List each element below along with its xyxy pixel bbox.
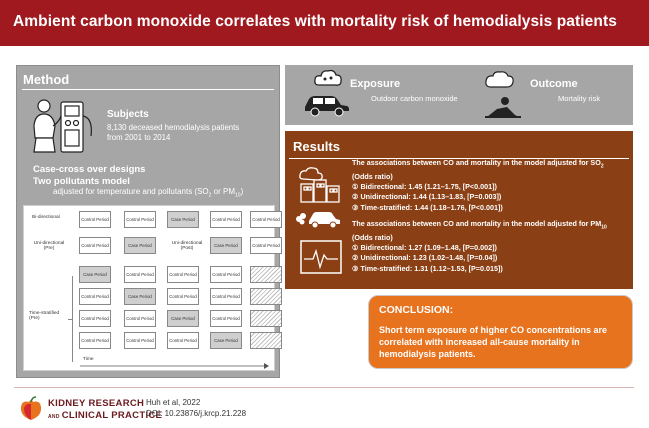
citation-authors: Huh et al, 2022 <box>146 398 201 407</box>
subjects-line1: 8,130 deceased hemodialysis patients <box>107 122 240 132</box>
label-unidirectional-post: Uni-directional (Post) <box>171 241 203 251</box>
label-time-stratified: Time-stratified (Pre) <box>29 311 60 321</box>
time-arrow <box>80 363 270 369</box>
cell-control: Control Period <box>79 211 111 228</box>
subjects-line2: from 2001 to 2014 <box>107 133 171 142</box>
cell-control: Control Period <box>250 211 282 228</box>
cell-excluded <box>250 266 282 283</box>
results-pm10-block <box>352 219 607 274</box>
conclusion-title: CONCLUSION: <box>379 304 454 316</box>
pm10-subheading: (Odds ratio) <box>352 232 393 242</box>
cell-control: Control Period <box>210 310 242 327</box>
subjects-block <box>107 110 239 144</box>
cell-control: Control Period <box>124 332 156 349</box>
method-panel <box>16 65 280 378</box>
cell-control: Control Period <box>79 237 111 254</box>
label-unidirectional-pre: Uni-directional (Pre) <box>33 241 65 251</box>
journal-name-line1: KIDNEY RESEARCH <box>48 398 145 409</box>
buildings-icon <box>297 166 343 204</box>
cell-control: Control Period <box>210 211 242 228</box>
pm10-result-unidirectional: ② Unidirectional: 1.23 (1.02–1.48, [P=0.04]) <box>352 253 498 263</box>
car-exhaust-icon <box>295 207 343 229</box>
cell-excluded <box>250 310 282 327</box>
cell-case: Case Period <box>210 237 242 254</box>
so2-subheading: (Odds ratio) <box>352 171 393 181</box>
design-case-crossover: Case-cross over designs <box>33 164 146 175</box>
cell-control: Control Period <box>79 288 111 305</box>
page-title: Ambient carbon monoxide correlates with mortality risk of hemodialysis patients <box>0 0 649 46</box>
case-crossover-diagram <box>23 205 280 371</box>
so2-result-bidirectional: ① Bidirectional: 1.45 (1.21–1.75, [P<0.001]) <box>352 182 497 192</box>
car-icon <box>303 91 351 117</box>
monitor-heartbeat-icon <box>299 239 343 275</box>
bracket-line <box>72 276 73 362</box>
cell-case: Case Period <box>124 288 156 305</box>
cell-control: Control Period <box>250 237 282 254</box>
time-axis-label: Time <box>83 357 94 362</box>
pm10-result-bidirectional: ① Bidirectional: 1.27 (1.09–1.48, [P=0.002]) <box>352 243 497 253</box>
designs-block <box>33 164 243 201</box>
design-adjustment: adjusted for temperature and pollutants ($SO_2$ or $PM_{10}$) <box>53 187 244 199</box>
cell-case: Case Period <box>167 211 199 228</box>
cell-control: Control Period <box>210 288 242 305</box>
footer-divider <box>14 387 634 388</box>
exposure-subtitle: Outdoor carbon monoxide <box>371 94 458 103</box>
results-panel <box>285 131 633 289</box>
cell-control: Control Period <box>210 266 242 283</box>
citation-doi: DOI: 10.23876/j.krcp.21.228 <box>146 409 247 418</box>
pm10-result-time-stratified: ③ Time-stratified: 1.31 (1.12–1.53, [P=0.015]) <box>352 263 503 273</box>
so2-result-unidirectional: ② Unidirectional: 1.44 (1.13–1.83, [P=0.003]) <box>352 192 502 202</box>
pm10-heading: The associations between CO and mortality in the model adjusted for $PM_{10}$ <box>352 219 607 231</box>
cell-control: Control Period <box>167 266 199 283</box>
method-title: Method <box>23 72 70 87</box>
outcome-subtitle: Mortality risk <box>558 94 601 103</box>
cell-case: Case Period <box>79 266 111 283</box>
outcome-title: Outcome <box>530 78 578 90</box>
cell-control: Control Period <box>79 310 111 327</box>
citation-block <box>146 397 246 419</box>
bracket-tick <box>68 319 72 320</box>
design-two-pollutants: Two pollutants model <box>33 175 130 187</box>
results-so2-block <box>352 158 604 213</box>
journal-name-line2: AND CLINICAL PRACTICE <box>48 410 163 421</box>
patients-dialysis-icon <box>31 96 97 156</box>
conclusion-text: Short term exposure of higher CO concentrations are correlated with increased all-cause mortality in hemodialysis patients. <box>379 325 608 359</box>
cell-case: Case Period <box>124 237 156 254</box>
cell-excluded <box>250 332 282 349</box>
cell-control: Control Period <box>167 288 199 305</box>
exposure-outcome-panel <box>285 65 633 125</box>
so2-result-time-stratified: ③ Time-stratified: 1.44 (1.18–1.76, [P<0.001]) <box>352 202 503 212</box>
journal-logo-icon <box>18 396 44 422</box>
cell-control: Control Period <box>124 310 156 327</box>
method-divider <box>22 89 274 90</box>
subjects-title: Subjects <box>107 109 149 120</box>
cell-excluded <box>250 288 282 305</box>
results-title: Results <box>293 139 340 154</box>
smoke-cloud-icon <box>313 67 343 91</box>
so2-heading: The associations between CO and mortality in the model adjusted for $SO_2$ <box>352 158 604 170</box>
cell-control: Control Period <box>124 266 156 283</box>
cell-control: Control Period <box>167 332 199 349</box>
conclusion-box <box>368 295 633 369</box>
exposure-title: Exposure <box>350 78 401 90</box>
cell-case: Case Period <box>167 310 199 327</box>
cell-control: Control Period <box>124 211 156 228</box>
cell-case: Case Period <box>210 332 242 349</box>
patient-bed-icon <box>481 69 525 121</box>
label-bidirectional: Bi-directional <box>32 215 60 220</box>
cell-control: Control Period <box>79 332 111 349</box>
